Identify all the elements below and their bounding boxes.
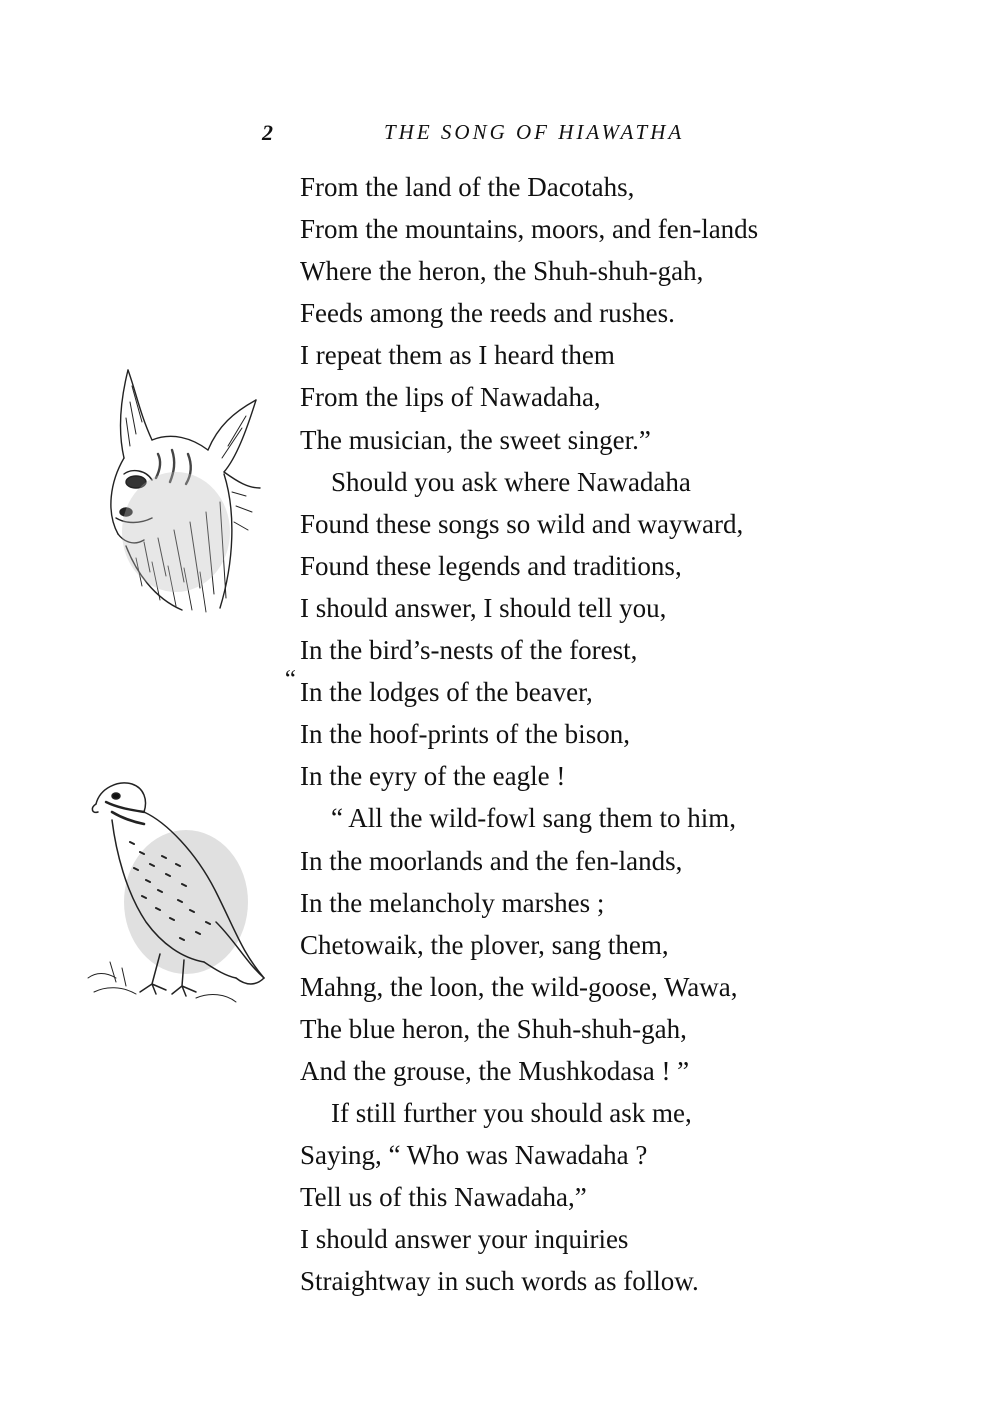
poem-line: Where the heron, the Shuh-shuh-gah, [300, 256, 704, 287]
poem-line: Found these legends and traditions, [300, 550, 682, 581]
poem-line: Found these songs so wild and wayward, [300, 508, 744, 539]
poem-line-with-hanging-quote: “ In the bird’s-nests of the forest, [284, 635, 638, 694]
poem-line: “ All the wild-fowl sang them to him, [331, 803, 736, 834]
poem-line: Saying, “ Who was Nawadaha ? [300, 1140, 648, 1171]
poem-line-text: In the bird’s-nests of the forest, [300, 635, 638, 666]
poem-line: In the moorlands and the fen-lands, [300, 845, 683, 876]
poem-line: Chetowaik, the plover, sang them, [300, 929, 669, 960]
poem-line: In the lodges of the beaver, [300, 677, 593, 708]
poem-line: Tell us of this Nawadaha,” [300, 1182, 587, 1213]
poem-line: And the grouse, the Mushkodasa ! ” [300, 1055, 690, 1086]
poem-line: Should you ask where Nawadaha [331, 466, 691, 497]
grouse-illustration [86, 772, 270, 1010]
poem-line: Feeds among the reeds and rushes. [300, 298, 675, 329]
poem-line: The blue heron, the Shuh-shuh-gah, [300, 1013, 687, 1044]
poem-line: I should answer your inquiries [300, 1224, 629, 1255]
poem-line: In the melancholy marshes ; [300, 887, 605, 918]
poem [284, 166, 940, 1303]
poem-line: Mahng, the loon, the wild-goose, Wawa, [300, 971, 738, 1002]
poem-line: In the hoof-prints of the bison, [300, 719, 630, 750]
fox-head-illustration [96, 362, 268, 614]
poem-line: From the mountains, moors, and fen-lands [300, 214, 759, 245]
poem-line: If still further you should ask me, [331, 1098, 692, 1129]
poem-line: I repeat them as I heard them [300, 340, 615, 371]
poem-line: In the eyry of the eagle ! [300, 761, 566, 792]
poem-line: I should answer, I should tell you, [300, 592, 667, 623]
poem-line: From the land of the Dacotahs, [300, 172, 635, 202]
poem-line: From the lips of Nawadaha, [300, 382, 601, 413]
poem-line: The musician, the sweet singer.” [300, 424, 651, 455]
poem-line: Straightway in such words as follow. [300, 1266, 699, 1297]
page-number: 2 [262, 120, 273, 145]
running-title: THE SONG OF HIAWATHA [384, 120, 685, 144]
